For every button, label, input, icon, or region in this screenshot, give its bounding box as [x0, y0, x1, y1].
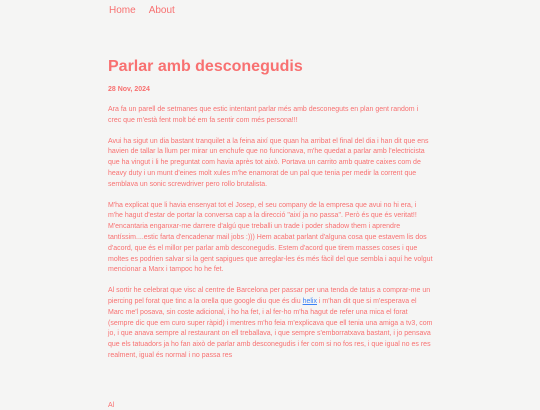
next-paragraph-partial: Al — [108, 402, 115, 409]
top-nav — [109, 5, 175, 17]
paragraph-1: Ara fa un parell de setmanes que estic intentant parlar més amb desconeguts en plan gent random i crec que m'està fent molt bé em fa sentir com més persona!!! — [108, 106, 419, 124]
post-content — [108, 105, 433, 372]
post-title: Parlar amb desconegudis — [108, 58, 303, 75]
helix-link[interactable]: helix — [302, 297, 317, 305]
paragraph-4 — [108, 286, 433, 362]
paragraph-3: M'ha explicat que li havia ensenyat tot el Josep, el seu company de la empresa que avui no hi era, i m'he hagut d'estar de portar la conversa cap a la direcció "així ja no passa". Però és que és veritat!! M'encantaria enganxar-me darrere d'algú que treballi un trade i poder shadow them i aprendre tantíssim....estic farta d'encadenar mail jobs :))) Hem acabat parlant d'alguna cosa que estavem lis dos d'acord, que és el millor per parlar amb desconegudis. Estem d'acord que tirem masses coses i que moltes es podrien salvar si la gent sapigues que arreglar-les és més fàcil del que sembla i aquí he volgut mencionar a Marx i tampoc ho he fet. — [108, 201, 433, 274]
paragraph-4-text-before: Al sortir he celebrat que visc al centre de Barcelona per passar per una tenda de tatus a comprar-me un piercing pel forat que tinc a la orella que google diu que és diu — [108, 287, 431, 305]
nav-home-link[interactable]: Home — [109, 5, 136, 16]
paragraph-2: Avui ha sigut un dia bastant tranquilet a la feina així que quan ha arribat el final del dia i han dit que ens havien de tallar la llum per mirar un enchufe que no funcionava, m'he quedat a parlar amb l'electricista que ha vingut i li he preguntat com havia après tot això. Portava un carrito amb quatre caixes com de heavy duty i un munt d'eines molt xules m'he enamorat de un pal que tenia per medir la corrent que semblava un sonic screwdriver pero rollo brutalista. — [108, 137, 429, 188]
post-date: 28 Nov, 2024 — [108, 86, 150, 93]
nav-about-link[interactable]: About — [148, 5, 175, 16]
paragraph-4-text-after: i m'han dit que si m'esperava el Marc me'l posava, sin coste adicional, i ho ha fet, i al fer-ho m'ha hagut de refer una mica el forat (sempre dic que em curo super ràpid) i mentres m'ho feia m'explicava que ell tenia una amiga a tv3, com jo, i que anava sempre al restaurant on ell treballava, i que sempre s'emborratxava bastant, i jo pensava que els tatuadors ja ho fan això de parlar amb desconegudis i fer com si no fos res, i que igual no es res realment, igual és normal i no passa res — [108, 297, 433, 359]
